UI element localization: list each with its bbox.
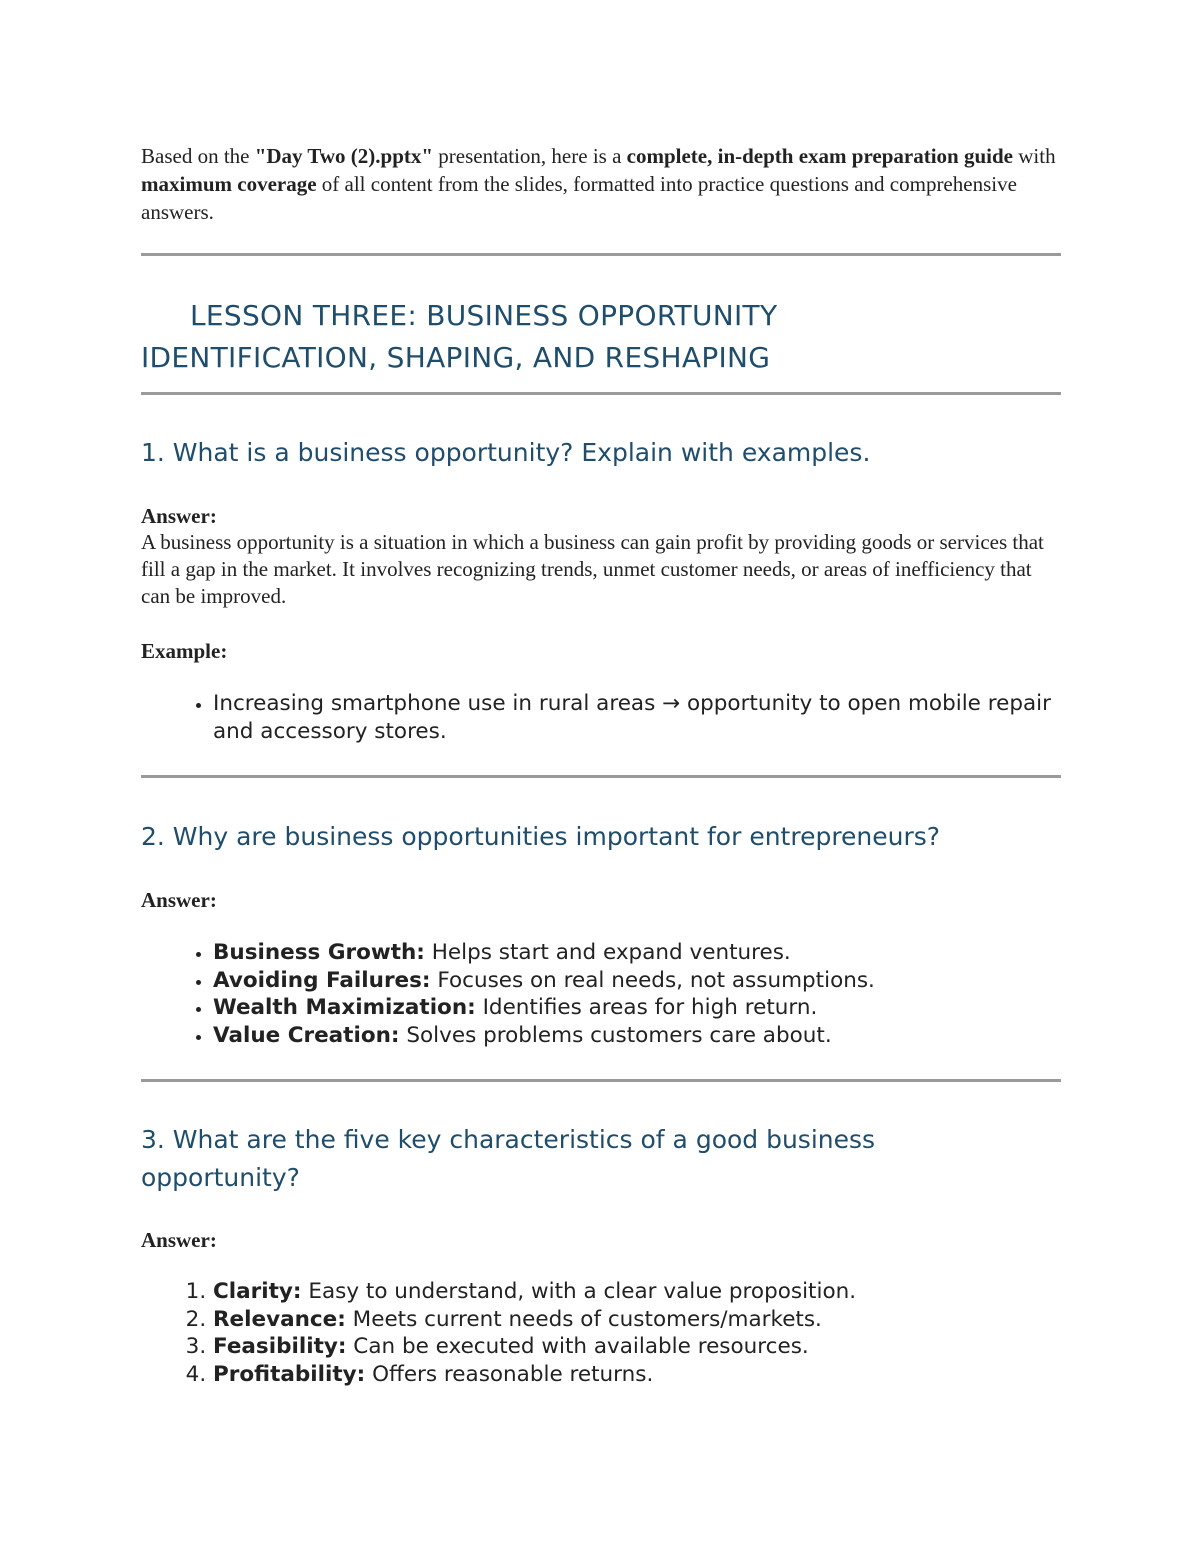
q2-answer-label: Answer: xyxy=(141,888,217,912)
list-item-term: Avoiding Failures: xyxy=(213,967,431,993)
list-item-desc: Helps start and expand ventures. xyxy=(424,940,791,965)
list-item xyxy=(213,967,1061,995)
list-item-desc: Identifies areas for high return. xyxy=(475,995,818,1020)
list-item xyxy=(213,994,1061,1022)
q1-example-list xyxy=(141,690,1061,745)
lesson-title xyxy=(141,295,777,379)
question-2-title: 2. Why are business opportunities important for entrepreneurs? xyxy=(141,822,941,851)
q3-answer-list xyxy=(141,1278,1061,1388)
list-item-term: Profitability: xyxy=(213,1361,366,1387)
list-item-term: Wealth Maximization: xyxy=(213,995,476,1020)
list-item xyxy=(213,1361,1061,1389)
intro-text-4: of all content from the slides, formatted into practice questions and comprehensive answers. xyxy=(141,172,1017,224)
intro-text-1: Based on the xyxy=(141,144,255,168)
list-item xyxy=(213,1306,1061,1334)
list-item-term: Value Creation: xyxy=(213,1022,400,1048)
question-1-title: 1. What is a business opportunity? Explain with examples. xyxy=(141,438,871,467)
list-item-term: Clarity: xyxy=(213,1279,302,1304)
list-item-term: Feasibility: xyxy=(213,1334,347,1359)
intro-text-3: with xyxy=(1013,144,1056,168)
list-item xyxy=(213,1278,1061,1306)
list-item-desc: Easy to understand, with a clear value proposition. xyxy=(301,1279,857,1304)
question-3-title-line2: opportunity? xyxy=(141,1163,300,1192)
list-item-desc: Meets current needs of customers/markets. xyxy=(345,1306,822,1332)
divider-4 xyxy=(141,1079,1061,1082)
list-item xyxy=(213,1022,1061,1050)
list-item: • Increasing smartphone use in rural areas → opportunity to open mobile repair and accessory stores. xyxy=(213,690,1061,745)
divider-3 xyxy=(141,775,1061,778)
list-item-term: Business Growth: xyxy=(213,940,425,965)
intro-bold-coverage: maximum coverage xyxy=(141,172,317,196)
intro-text-2: presentation, here is a xyxy=(433,144,627,168)
q2-answer-list xyxy=(141,939,1061,1049)
intro-bold-guide: complete, in-depth exam preparation guide xyxy=(626,144,1013,168)
list-item xyxy=(213,939,1061,967)
list-item-desc: Offers reasonable returns. xyxy=(365,1361,654,1387)
q3-answer-label: Answer: xyxy=(141,1228,217,1252)
q1-example-label: Example: xyxy=(141,639,228,663)
intro-bold-filename: "Day Two (2).pptx" xyxy=(254,144,434,168)
list-item-desc: Focuses on real needs, not assumptions. xyxy=(430,967,875,993)
divider-1 xyxy=(141,253,1061,256)
lesson-title-line2: IDENTIFICATION, SHAPING, AND RESHAPING xyxy=(141,341,771,374)
list-item xyxy=(213,1333,1061,1361)
lesson-title-line1: LESSON THREE: BUSINESS OPPORTUNITY xyxy=(190,299,778,332)
intro-paragraph xyxy=(141,142,1061,226)
list-item-desc: Solves problems customers care about. xyxy=(399,1022,832,1048)
divider-2 xyxy=(141,392,1061,395)
q1-answer-label: Answer: xyxy=(141,504,217,528)
question-3-title xyxy=(141,1121,875,1197)
list-item-term: Relevance: xyxy=(213,1306,346,1332)
q1-answer-text: A business opportunity is a situation in which a business can gain profit by providing goods or services that fill a gap in the market. It involves recognizing trends, unmet customer needs, or areas of inefficiency that can be improved. xyxy=(141,530,1044,608)
list-item-desc: Can be executed with available resources. xyxy=(346,1334,809,1359)
question-3-title-line1: 3. What are the five key characteristics of a good business xyxy=(141,1125,876,1154)
